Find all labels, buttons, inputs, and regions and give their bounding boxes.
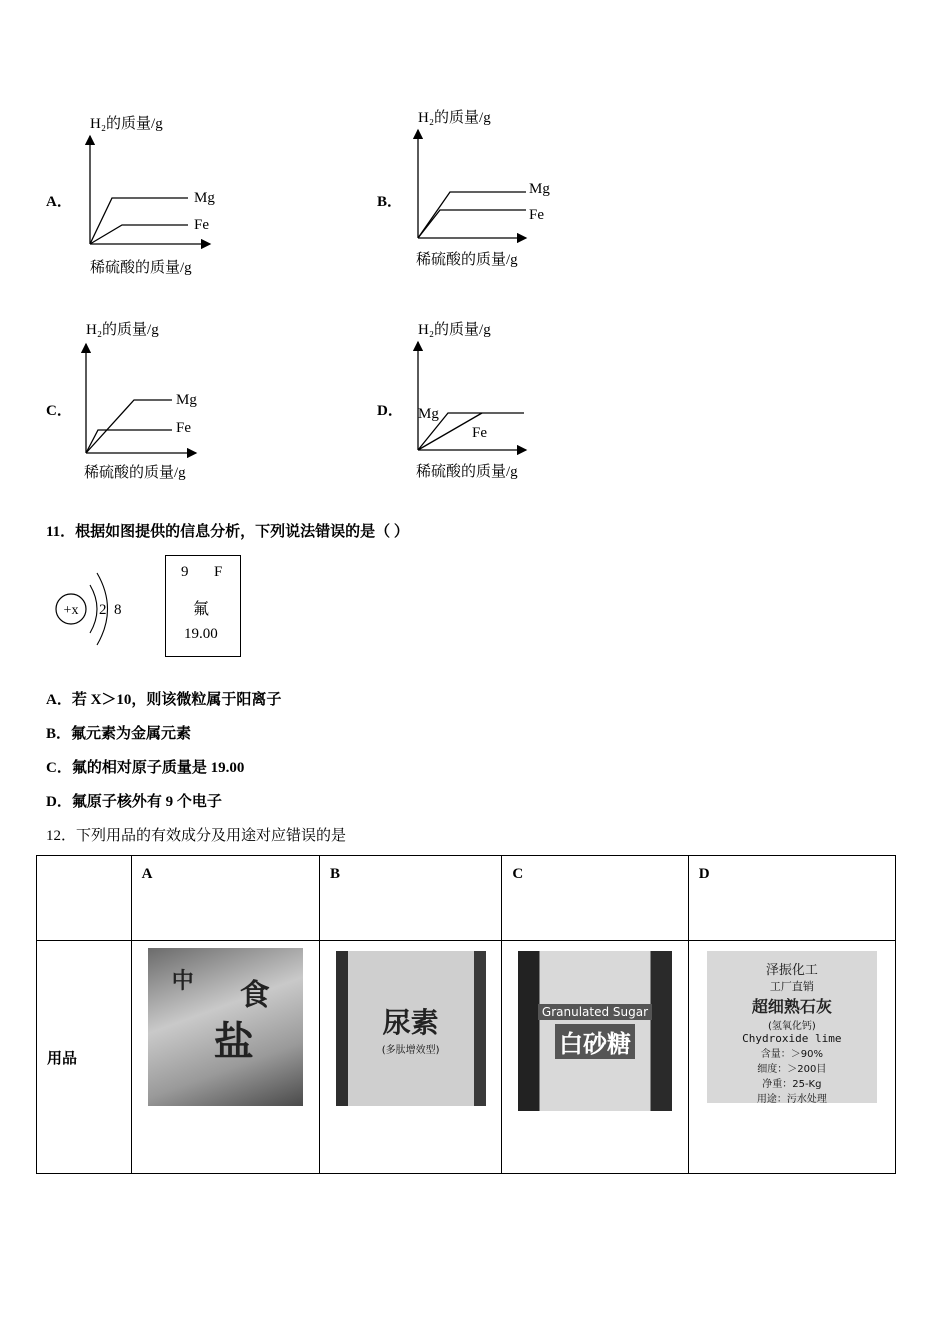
urea-bag-image <box>336 951 486 1106</box>
mg-label: Mg <box>529 181 550 197</box>
graph-d <box>408 314 608 484</box>
row-label-products <box>37 941 132 1174</box>
option-c-label: C． <box>46 403 72 419</box>
lime-en: Chydroxide lime <box>742 1032 842 1045</box>
salt-text-1: 中 <box>171 969 194 994</box>
lime-name: 超细熟石灰 <box>751 997 832 1016</box>
sugar-cn-text: 白砂糖 <box>555 1024 635 1059</box>
option-b-label: B． <box>377 194 403 210</box>
header-a: A <box>131 856 319 941</box>
x-axis-label: 稀硫酸的质量/g <box>416 252 518 268</box>
lime-brand: 泽振化工 <box>765 963 818 978</box>
row-label-text: 用品 <box>47 1048 78 1067</box>
mg-line <box>418 192 526 238</box>
graph-c <box>76 314 276 484</box>
urea-text: 尿素 <box>382 1006 439 1039</box>
mg-label: Mg <box>194 190 215 206</box>
q11-option-c: C．氟的相对原子质量是 19.00 <box>46 760 245 776</box>
lime-use: 用途：污水处理 <box>756 1094 827 1103</box>
sugar-en-text: Granulated Sugar <box>538 1004 652 1020</box>
lime-brand-2: 工厂直销 <box>769 980 814 993</box>
x-axis-label: 稀硫酸的质量/g <box>90 260 192 276</box>
y-axis-label: H₂的质量/g <box>418 322 491 338</box>
element-name: 氟 <box>193 601 210 618</box>
cell-product-d <box>688 941 895 1174</box>
q11-option-a: A．若 X＞10，则该微粒属于阳离子 <box>46 692 282 708</box>
fe-label: Fe <box>194 217 209 233</box>
atom-structure-diagram <box>52 568 142 654</box>
graph-b <box>408 102 608 272</box>
shell-1-electrons: 2 <box>99 602 107 618</box>
mg-line <box>90 198 188 244</box>
mg-label: Mg <box>176 392 197 408</box>
urea-subtext: (多肽增效型) <box>381 1045 440 1056</box>
lime-weight: 净重：25-Kg <box>762 1079 822 1090</box>
atomic-number: 9 <box>181 564 189 580</box>
y-axis-label: H₂的质量/g <box>90 116 163 132</box>
header-d: D <box>688 856 895 941</box>
graph-a <box>80 108 280 278</box>
sugar-package-image <box>518 951 672 1111</box>
header-c: C <box>502 856 688 941</box>
salt-text-3: 盐 <box>213 1019 254 1065</box>
x-axis-label: 稀硫酸的质量/g <box>416 464 518 480</box>
fe-label: Fe <box>472 425 487 441</box>
nucleus-charge: +x <box>63 603 79 618</box>
element-card <box>165 555 241 657</box>
product-table <box>36 855 896 1174</box>
y-axis-label: H₂的质量/g <box>86 322 159 338</box>
lime-bag-image <box>707 951 877 1103</box>
q11-option-b: B．氟元素为金属元素 <box>46 726 192 742</box>
mg-label: Mg <box>418 406 439 422</box>
fe-line <box>90 225 188 244</box>
cell-product-b <box>319 941 501 1174</box>
lime-content: 含量：＞90% <box>760 1049 823 1060</box>
lime-fineness: 细度：＞200目 <box>757 1064 827 1075</box>
q11-option-d: D．氟原子核外有 9 个电子 <box>46 794 222 810</box>
shell-arc-1 <box>90 585 97 633</box>
x-axis-label: 稀硫酸的质量/g <box>84 465 186 481</box>
option-a-label: A． <box>46 194 72 210</box>
fe-label: Fe <box>529 207 544 223</box>
fe-label: Fe <box>176 420 191 436</box>
cell-product-c <box>502 941 688 1174</box>
cell-product-a <box>131 941 319 1174</box>
q12-title: 12．下列用品的有效成分及用途对应错误的是 <box>46 828 347 844</box>
salt-text-2: 食 <box>239 978 270 1013</box>
mg-line <box>86 400 172 453</box>
salt-package-image <box>148 948 303 1106</box>
header-empty <box>37 856 132 941</box>
fe-line <box>86 430 172 453</box>
y-axis-label: H₂的质量/g <box>418 110 491 126</box>
shell-2-electrons: 8 <box>114 602 122 618</box>
element-symbol: F <box>214 564 223 580</box>
atomic-mass: 19.00 <box>184 626 218 642</box>
lime-formula: (氢氧化钙) <box>767 1021 816 1032</box>
q11-title: 11．根据如图提供的信息分析，下列说法错误的是（ ） <box>46 524 409 540</box>
option-d-label: D． <box>377 403 403 419</box>
header-b: B <box>319 856 501 941</box>
